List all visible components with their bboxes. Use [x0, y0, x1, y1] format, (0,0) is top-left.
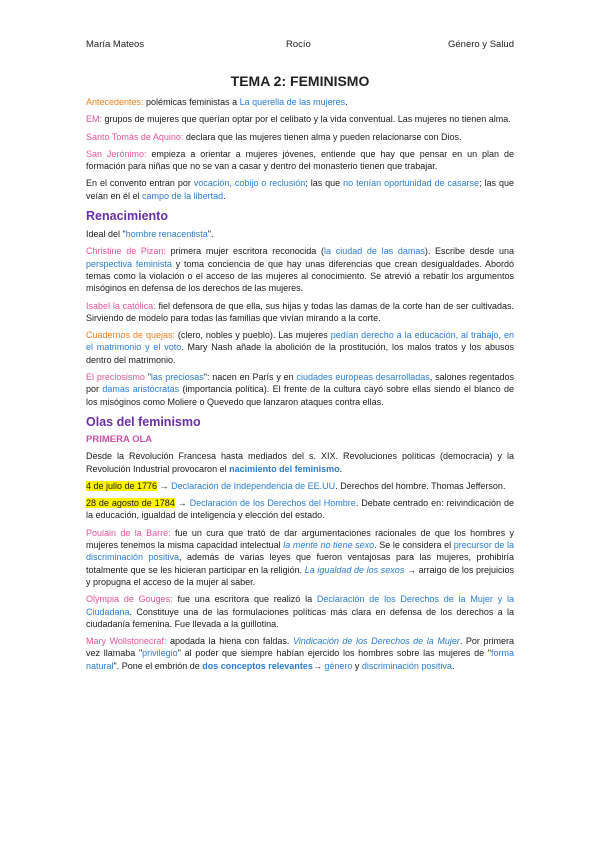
text: y — [352, 660, 362, 671]
term: Olympia de Gouges: — [86, 594, 173, 605]
term: hombre renacentista — [125, 229, 208, 240]
text: ). Escribe desde una — [424, 246, 514, 257]
header-center: Rocío — [286, 39, 311, 50]
text: grupos de mujeres que querían optar por el celibato y la vida conventual. Las mujeres no tienen alma. — [102, 114, 511, 125]
text: . — [451, 660, 455, 671]
text: . Derechos del hombre. Thomas Jefferson. — [335, 480, 506, 491]
paragraph-christine — [86, 245, 514, 294]
paragraph-ideal — [86, 228, 514, 240]
text: ". Pone el embrión de — [113, 660, 203, 671]
text: → arraigo de los prejuicios y propugna el acceso de la mujer al saber. — [86, 564, 514, 587]
paragraph-antecedentes — [86, 96, 514, 108]
text: fue un cura que trató de dar argumentaciones racionales de que los hombres y mujeres tenemos la misma capacidad intelectual — [86, 527, 514, 551]
page-title: TEMA 2: FEMINISMO — [230, 73, 370, 89]
paragraph-san-jeronimo — [86, 148, 514, 173]
paragraph-revolucion — [86, 450, 514, 475]
term: EM: — [86, 114, 103, 125]
paragraph-1776 — [86, 480, 514, 492]
term: nacimiento del feminismo — [229, 463, 340, 474]
paragraph-isabel — [86, 300, 514, 325]
text: . — [345, 97, 348, 107]
paragraph-cuadernos — [86, 329, 514, 366]
header-subject: Género y Salud — [447, 39, 514, 50]
term: campo de la libertad — [142, 190, 224, 201]
term: Declaración de los Derechos del Hombre — [189, 498, 356, 509]
text: (importancia política). El frente de la cultura cayó sobre ellas siendo el blanco de los misóginos como Moliere o Quevedo que lanzaron ataques contra ellas. — [86, 384, 514, 407]
term: Christine de Pizan: — [86, 246, 166, 257]
text: ". — [207, 229, 214, 240]
paragraph-poulain — [86, 527, 514, 588]
term: ciudades europeas desarrolladas — [296, 372, 430, 383]
paragraph-santo-tomas — [86, 131, 514, 143]
header-author: María Mateos — [86, 39, 145, 50]
paragraph-1784 — [86, 497, 514, 522]
text: empieza a orientar a mujeres jóvenes, entiende que hay que pensar en un plan de formación para niñas que no se van a casar y dentro del monasterio tienen que trabajar. — [86, 148, 514, 172]
section-heading-olas: Olas del feminismo — [86, 414, 201, 429]
term: El preciosismo — [86, 372, 145, 383]
text: . Por primera vez llamaba " — [86, 636, 515, 659]
term: vocación, cobijo o reclusión — [193, 178, 306, 189]
term: Declaración de Independencia de EE.UU — [171, 480, 336, 491]
term: dos conceptos relevantes — [202, 660, 313, 671]
text: declara que las mujeres tienen alma y pueden relacionarse con Dios. — [183, 131, 462, 142]
term: Isabel la católica: — [86, 300, 156, 311]
term: Santo Tomás de Aquino: — [86, 131, 184, 142]
term: La igualdad de los sexos — [304, 564, 405, 575]
text: " al poder que siempre habían ejercido los hombres sobre las mujeres de " — [177, 648, 491, 659]
term: perspectiva feminista — [86, 258, 172, 269]
highlighted-date: 28 de agosto de 1784 — [86, 498, 175, 509]
term: Cuadernos de quejas: — [86, 330, 175, 341]
text: . — [339, 463, 343, 474]
text: (clero, nobles y pueblo). Las mujeres — [174, 330, 331, 341]
text: . — [223, 190, 226, 201]
term: la ciudad de las damas — [323, 246, 425, 257]
section-heading-renacimiento: Renacimiento — [86, 209, 168, 224]
text: En el convento entran por — [86, 178, 194, 189]
text: → — [157, 480, 172, 491]
text: primera mujer escritora reconocida ( — [165, 246, 324, 257]
text: ; las que — [305, 178, 344, 189]
term: San Jerónimo: — [86, 148, 147, 159]
paragraph-em — [86, 113, 514, 125]
term: Mary Wollstonecraf: — [86, 636, 167, 647]
paragraph-mary — [86, 635, 514, 672]
term: forma natural — [86, 648, 515, 671]
text: ; las que veían en él el — [86, 178, 515, 201]
text: . Debate centrado en: reivindicación de la educación, igualdad de inteligencia y elección del estado. — [86, 498, 514, 521]
text: , además de varias leyes que fueron ventajosas para las mujeres, prohibiría totalmente que se les hicieran participar en la religión. — [86, 552, 514, 575]
text: , salones regentados por — [86, 372, 514, 395]
highlighted-date: 4 de julio de 1776 — [86, 480, 158, 491]
term: Declaración de los Derechos de la Mujer y la Ciudadana — [86, 594, 514, 617]
term: privilegio — [142, 648, 178, 659]
term: discriminación positiva — [361, 660, 452, 671]
text: . Mary Nash añade la abolición de la prostitución, los malos tratos y los abusos dentro del matrimonio. — [86, 342, 514, 365]
term: damas aristócratas — [102, 384, 180, 395]
text: → — [312, 660, 325, 671]
text: . Constituye una de las formulaciones políticas más clara en defensa de los derechos a la ciudadanía femenina. Fue llevada a la guillotina. — [86, 606, 514, 629]
term: Antecedentes: — [86, 97, 144, 107]
text: polémicas feministas a — [143, 97, 240, 107]
text: fue una escritora que realizó la — [172, 594, 317, 605]
term: Vindicación de los Derechos de la Mujer — [292, 636, 460, 647]
term: género — [324, 660, 353, 671]
document-body — [86, 72, 514, 677]
paragraph-preciosismo — [86, 371, 514, 408]
term: Poulain de la Barre: — [86, 527, 171, 538]
paragraph-convento — [86, 177, 514, 202]
term: precursor de la discriminación positiva — [86, 540, 515, 563]
text: Ideal del " — [86, 229, 126, 240]
paragraph-olympia — [86, 593, 514, 630]
text: . Se le considera el — [374, 540, 454, 551]
text: Desde la Revolución Francesa hasta mediados del s. XIX. Revoluciones políticas (democracia) y la Revolución Industrial provocaron el — [86, 451, 514, 474]
text: y toma conciencia de que hay unas diferencias que crean desigualdades. Abordó temas como la violación o el acceso de las mujeres al conocimiento. Se atrevió a rebatir los argumentos misóginos en defensa de los derechos de las mujeres. — [86, 258, 514, 294]
term: no tenían oportunidad de casarse — [343, 178, 480, 189]
term: La querella de las mujeres — [239, 97, 346, 107]
text: fiel defensora de que ella, sus hijas y todas las damas de la corte han de ser cultivadas. Sirviendo de modelo para todas las familias que vivían mirando a la corte. — [86, 300, 514, 323]
text: " — [144, 372, 151, 383]
subheading-primera-ola: PRIMERA OLA — [86, 433, 153, 445]
text: → — [174, 498, 190, 509]
term: pedían derecho a la educación, al trabajo, en el matrimonio y el voto — [86, 330, 514, 353]
text: apodada la hiena con faldas. — [166, 636, 293, 647]
term: las preciosas — [150, 372, 204, 383]
term: la mente no tiene sexo — [283, 540, 375, 551]
text: ": nacen en París y en — [203, 372, 297, 383]
